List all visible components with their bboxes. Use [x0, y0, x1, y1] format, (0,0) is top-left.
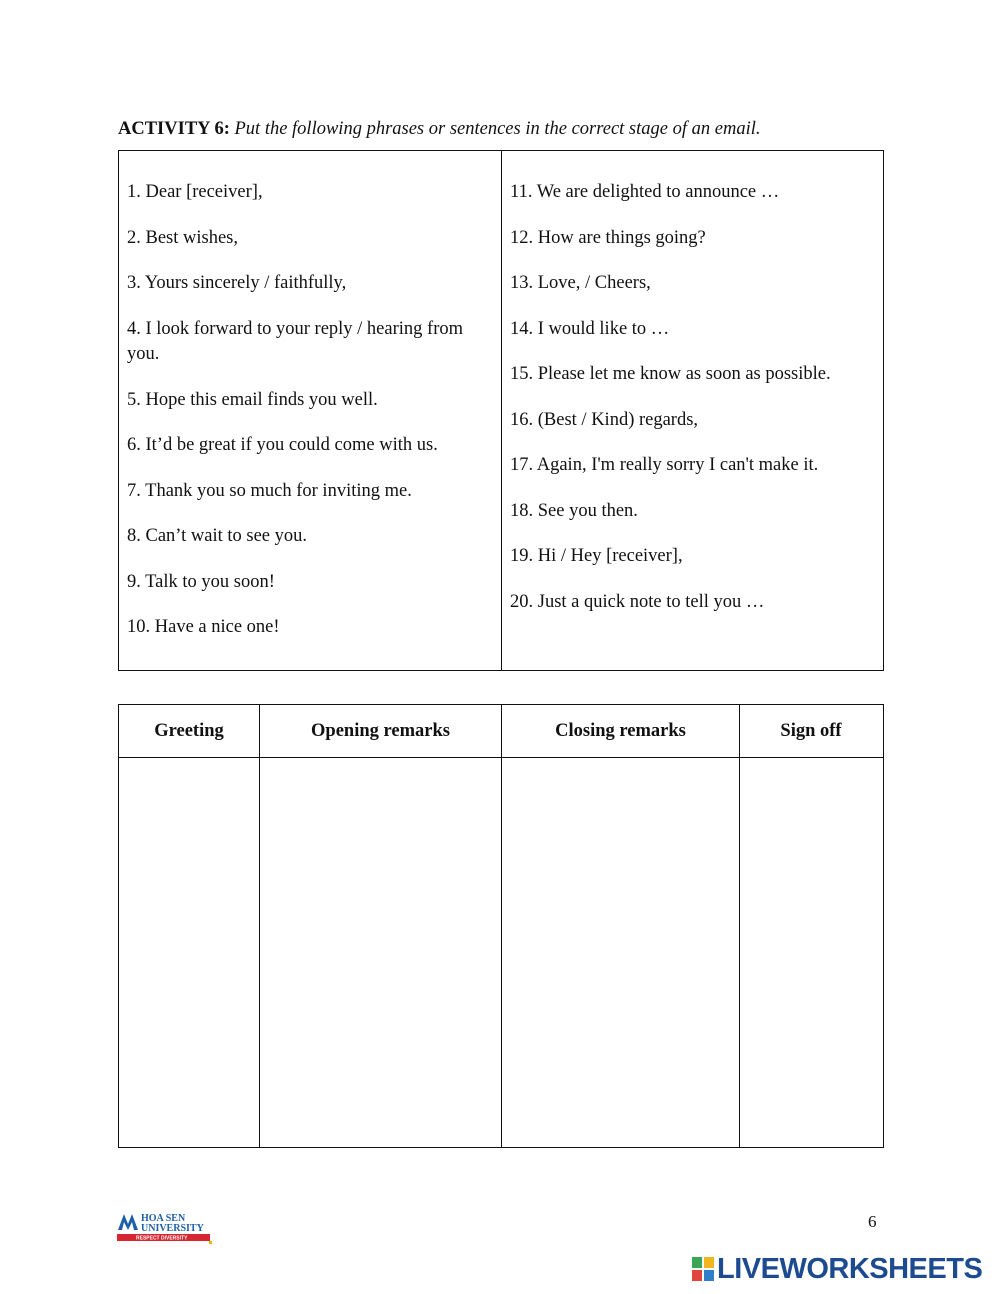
opening-remarks-header: Opening remarks — [311, 720, 450, 741]
logo-name-line2: UNIVERSITY — [141, 1223, 204, 1234]
phrase-item[interactable]: 10. Have a nice one! — [127, 617, 280, 637]
sign-off-header: Sign off — [780, 720, 842, 741]
liveworksheets-text: LIVEWORKSHEETS — [717, 1253, 983, 1285]
phrase-item[interactable]: 11. We are delighted to announce … — [510, 182, 780, 202]
phrase-table — [118, 150, 884, 671]
phrase-item[interactable]: 6. It’d be great if you could come with us. — [127, 435, 438, 455]
phrase-item[interactable]: 8. Can’t wait to see you. — [127, 526, 308, 546]
phrase-item[interactable]: 4. I look forward to your reply / hearing from you. — [127, 318, 463, 364]
greeting-header: Greeting — [154, 720, 224, 741]
activity-instruction: Put the following phrases or sentences in the correct stage of an email. — [229, 119, 761, 139]
logo-name-line1: HOA SEN — [141, 1213, 186, 1224]
activity-heading — [118, 117, 898, 141]
phrase-item[interactable]: 20. Just a quick note to tell you … — [510, 591, 765, 612]
phrase-item[interactable]: 19. Hi / Hey [receiver], — [510, 546, 683, 566]
phrase-item[interactable]: 18. See you then. — [510, 500, 638, 521]
phrase-item[interactable]: 14. I would like to … — [510, 318, 670, 339]
closing-remarks-drop-zone[interactable] — [502, 759, 739, 1147]
phrase-column-right — [502, 151, 883, 670]
opening-remarks-drop-zone[interactable] — [260, 759, 501, 1147]
liveworksheets-icon — [692, 1257, 714, 1281]
phrase-item[interactable]: 2. Best wishes, — [127, 227, 238, 248]
greeting-drop-zone[interactable] — [119, 759, 259, 1147]
activity-label: ACTIVITY 6: — [118, 119, 230, 139]
phrase-item[interactable]: 3. Yours sincerely / faithfully, — [127, 273, 347, 293]
phrase-item[interactable]: 7. Thank you so much for inviting me. — [127, 480, 412, 501]
phrase-item[interactable]: 17. Again, I'm really sorry I can't make it. — [510, 455, 819, 475]
liveworksheets-watermark — [692, 1254, 982, 1284]
closing-remarks-header: Closing remarks — [555, 720, 686, 741]
phrase-item[interactable]: 12. How are things going? — [510, 227, 706, 248]
sign-off-drop-zone[interactable] — [740, 759, 882, 1147]
email-stage-table — [118, 704, 884, 1148]
phrase-item[interactable]: 16. (Best / Kind) regards, — [510, 409, 699, 430]
logo-tagline: RESPECT DIVERSITY — [136, 1235, 188, 1242]
hoa-sen-university-logo — [116, 1208, 216, 1248]
phrase-item[interactable]: 15. Please let me know as soon as possible. — [510, 364, 831, 384]
phrase-column-left — [119, 151, 501, 670]
phrase-item[interactable]: 9. Talk to you soon! — [127, 571, 275, 592]
phrase-item[interactable]: 5. Hope this email finds you well. — [127, 389, 378, 410]
page-number: 6 — [868, 1212, 877, 1231]
phrase-item[interactable]: 13. Love, / Cheers, — [510, 273, 651, 293]
phrase-item[interactable]: 1. Dear [receiver], — [127, 182, 263, 202]
